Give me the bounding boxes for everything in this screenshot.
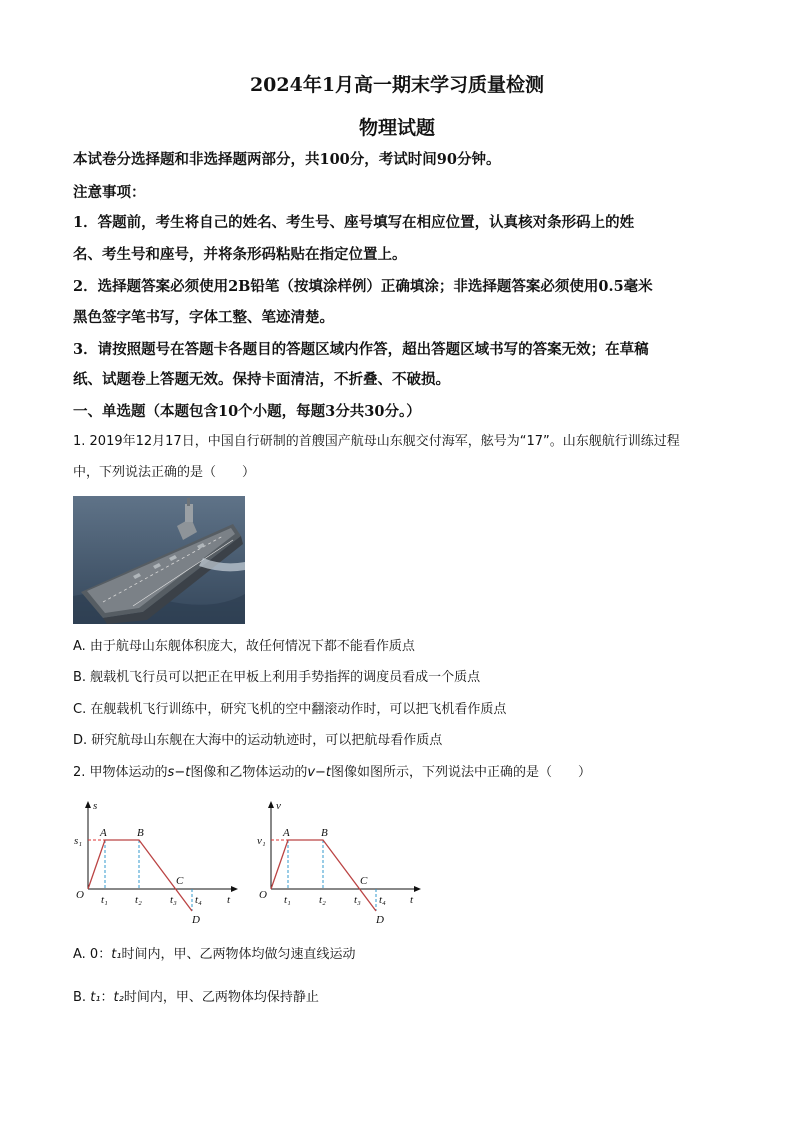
question-1-option-d: D. 研究航母山东舰在大海中的运动轨迹时，可以把航母看作质点 — [73, 733, 443, 748]
s-t-graph — [70, 797, 245, 927]
st-symbol: s−t — [167, 765, 191, 780]
origin-label: O — [76, 889, 84, 901]
x-tick-label: t₃ — [170, 894, 177, 906]
x-axis-label: t — [227, 894, 231, 906]
point-label-c: C — [176, 875, 184, 887]
point-label-b: B — [321, 827, 328, 839]
v-t-graph — [253, 797, 428, 927]
notes-heading: 注意事项： — [73, 184, 146, 201]
y-tick-label: s₁ — [74, 835, 83, 847]
x-axis-label: t — [410, 894, 414, 906]
x-tick-label: t₂ — [135, 894, 142, 906]
aircraft-carrier-photo — [73, 496, 245, 624]
question-2-option-b — [73, 988, 733, 1008]
question-1-option-b: B. 舰载机飞行员可以把正在甲板上利用手势指挥的调度员看成一个质点 — [73, 670, 481, 685]
time-symbol: t₁ — [90, 990, 101, 1005]
note-line: 3．请按照题号在答题卡各题目的答题区域内作答，超出答题区域书写的答案无效；在草稿 — [73, 341, 649, 358]
point-label-d: D — [192, 914, 200, 926]
note-line: 名、考生号和座号，并将条形码粘贴在指定位置上。 — [73, 246, 407, 263]
exam-subtitle: 物理试题 — [358, 117, 435, 139]
question-1-option-a: A. 由于航母山东舰体积庞大，故任何情况下都不能看作质点 — [73, 639, 415, 654]
note-line: 黑色签字笔书写，字体工整、笔迹清楚。 — [73, 309, 334, 326]
x-tick-label: t₄ — [195, 894, 202, 906]
exam-intro: 本试卷分选择题和非选择题两部分，共100分，考试时间90分钟。 — [73, 151, 501, 168]
time-symbol: t₂ — [113, 990, 124, 1005]
note-line: 2．选择题答案必须使用2B铅笔（按填涂样例）正确填涂；非选择题答案必须使用0.5毫米 — [73, 278, 653, 295]
note-line: 纸、试题卷上答题无效。保持卡面清洁，不折叠、不破损。 — [73, 371, 450, 388]
point-label-a: A — [283, 827, 290, 839]
stem-text: 图像如图所示，下列说法中正确的是（ ） — [331, 765, 592, 780]
y-axis-label: v — [276, 800, 281, 812]
section-heading: 一、单选题（本题包含10个小题，每题3分共30分。） — [73, 403, 421, 420]
y-axis-label: s — [93, 800, 98, 812]
x-tick-label: t₁ — [101, 894, 108, 906]
option-text: 时间内，甲、乙两物体均做匀速直线运动 — [121, 947, 356, 962]
exam-title: 2024年1月高一期末学习质量检测 — [249, 74, 545, 96]
question-1-stem: 中，下列说法正确的是（ ） — [73, 465, 256, 480]
option-prefix: A. 0： — [73, 947, 112, 962]
note-line: 1．答题前，考生将自己的姓名、考生号、座号填写在相应位置，认真核对条形码上的姓 — [73, 214, 635, 231]
question-1-option-c: C. 在舰载机飞行训练中，研究飞机的空中翻滚动作时，可以把飞机看作质点 — [73, 702, 507, 717]
range-separator: ： — [100, 990, 114, 1005]
point-label-b: B — [137, 827, 144, 839]
question-2-stem — [73, 763, 733, 783]
x-tick-label: t₃ — [354, 894, 361, 906]
question-2-option-a — [73, 945, 733, 965]
time-symbol: t₁ — [111, 947, 122, 962]
vt-symbol: v−t — [307, 765, 332, 780]
y-tick-label: v₁ — [257, 835, 266, 847]
stem-text: 2. 甲物体运动的 — [73, 765, 168, 780]
x-tick-label: t₁ — [284, 894, 291, 906]
question-1-stem: 1. 2019年12月17日，中国自行研制的首艘国产航母山东舰交付海军，舷号为“17”。山东舰航行训练过程 — [73, 434, 680, 449]
origin-label: O — [259, 889, 267, 901]
point-label-d: D — [376, 914, 384, 926]
point-label-a: A — [100, 827, 107, 839]
x-tick-label: t₂ — [319, 894, 326, 906]
point-label-c: C — [360, 875, 368, 887]
option-text: 时间内，甲、乙两物体均保持静止 — [123, 990, 319, 1005]
x-tick-label: t₄ — [379, 894, 386, 906]
option-prefix: B. — [73, 990, 91, 1005]
stem-text: 图像和乙物体运动的 — [190, 765, 308, 780]
